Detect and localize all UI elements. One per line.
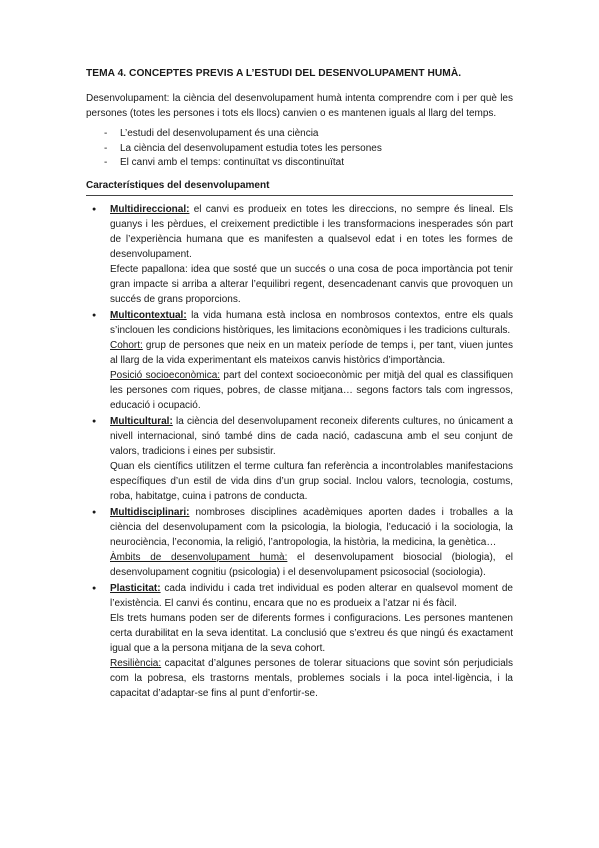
characteristic-paragraph	[110, 308, 513, 338]
characteristic-detail	[110, 550, 513, 580]
detail-text: capacitat d’algunes persones de tolerar situacions que sovint són perjudicials com la pobresa, els trastorns mentals, problemes socials i la poca intel·ligència, i la capacitat d’adaptar-se fins al punt d’enfortir-se.	[110, 657, 513, 699]
intro-point: - L’estudi del desenvolupament és una ciència	[104, 127, 513, 142]
characteristic-term: Multicontextual:	[110, 309, 187, 321]
detail-term: Cohort:	[110, 339, 143, 351]
characteristic-text: la vida humana està inclosa en nombrosos contextos, entre els quals s’inclouen les condicions històriques, les limitacions econòmiques i les tradicions culturals.	[110, 309, 513, 336]
intro-point-list	[86, 127, 513, 171]
characteristic-paragraph	[110, 202, 513, 262]
intro-point: - El canvi amb el temps: continuïtat vs discontinuïtat	[104, 156, 513, 171]
characteristic-item	[102, 202, 513, 307]
detail-text: grup de persones que neix en un mateix període de temps i, per tant, viuen juntes al llarg de la vida experimentant els mateixos canvis històrics d’importància.	[110, 339, 513, 366]
detail-text: Els trets humans poden ser de diferents formes i configuracions. Les persones mantenen certa durabilitat en la seva identitat. La conclusió que s’extreu és que ningú és exactament igual que a la persona mitjana de la seva cohort.	[110, 612, 513, 654]
characteristic-term: Multidisciplinari:	[110, 506, 190, 518]
detail-term: Àmbits de desenvolupament humà:	[110, 551, 288, 563]
characteristic-detail	[110, 262, 513, 307]
detail-term: Posició socioeconòmica:	[110, 369, 221, 381]
characteristic-item	[102, 414, 513, 504]
characteristic-detail	[110, 459, 513, 504]
characteristic-text: cada individu i cada tret individual es poden alterar en qualsevol moment de l’existència. El canvi és continu, encara que no es produeix a l’atzar ni és fàcil.	[110, 582, 513, 609]
characteristic-paragraph	[110, 414, 513, 459]
characteristic-detail	[110, 338, 513, 368]
detail-term: Resiliència:	[110, 657, 162, 669]
detail-text: el desenvolupament biosocial (biologia), el desenvolupament cognitiu (psicologia) i el desenvolupament psicosocial (sociologia).	[110, 551, 513, 578]
characteristic-item	[102, 308, 513, 413]
characteristic-detail	[110, 368, 513, 413]
characteristic-item	[102, 505, 513, 580]
characteristic-detail	[110, 656, 513, 701]
characteristic-item	[102, 581, 513, 701]
intro-paragraph: Desenvolupament: la ciència del desenvolupament humà intenta comprendre com i per què les persones (totes les persones i tots els llocs) canvien o es mantenen iguals al llarg del temps.	[86, 93, 513, 119]
characteristics-list	[86, 202, 513, 701]
characteristic-term: Plasticitat:	[110, 582, 161, 594]
detail-text: Efecte papallona: idea que sosté que un succés o una cosa de poca importància pot tenir gran impacte si arriba a alterar l’equilibri regent, desencadenant canvis que provoquen un succés de grans proporcions.	[110, 263, 513, 305]
characteristic-paragraph	[110, 505, 513, 550]
section-heading: Característiques del desenvolupament	[86, 179, 513, 196]
characteristic-text: el canvi es produeix en totes les direccions, no sempre és lineal. Els guanys i les pèrdues, el creixement predictible i les transformacions inesperades són part de l’experiència humana que es manifesten a qualsevol edat i en totes les formes de desenvolupament.	[110, 203, 513, 260]
characteristic-detail	[110, 611, 513, 656]
characteristic-term: Multicultural:	[110, 415, 173, 427]
characteristic-paragraph	[110, 581, 513, 611]
detail-text: part del context socioeconòmic per mitjà del qual es classifiquen les persones com riques, pobres, de classe mitjana… segons factors tals com ingressos, educació i ocupació.	[110, 369, 514, 411]
intro-point: - La ciència del desenvolupament estudia totes les persones	[104, 142, 513, 157]
characteristic-text: la ciència del desenvolupament reconeix diferents cultures, no únicament a nivell internacional, sinó també dins de cada nació, cadascuna amb el seu conjunt de valors, tradicions i eines per subsistir.	[110, 415, 513, 457]
detail-text: Quan els científics utilitzen el terme cultura fan referència a incontrolables manifestacions específiques d’un estil de vida dins d’un grup social. Inclou valors, tecnologia, costums, roba, habitatge, cuina i patrons de conducta.	[110, 460, 513, 502]
characteristic-term: Multidireccional:	[110, 203, 190, 215]
characteristic-text: nombroses disciplines acadèmiques aporten dades i troballes a la ciència del desenvolupament com la psicologia, la biologia, l’educació i la sociologia, la neurociència, l’economia, la religió, l’antropologia, la història, la medicina, la genètica…	[110, 506, 513, 548]
page-title: TEMA 4. CONCEPTES PREVIS A L’ESTUDI DEL DESENVOLUPAMENT HUMÀ.	[86, 68, 462, 79]
